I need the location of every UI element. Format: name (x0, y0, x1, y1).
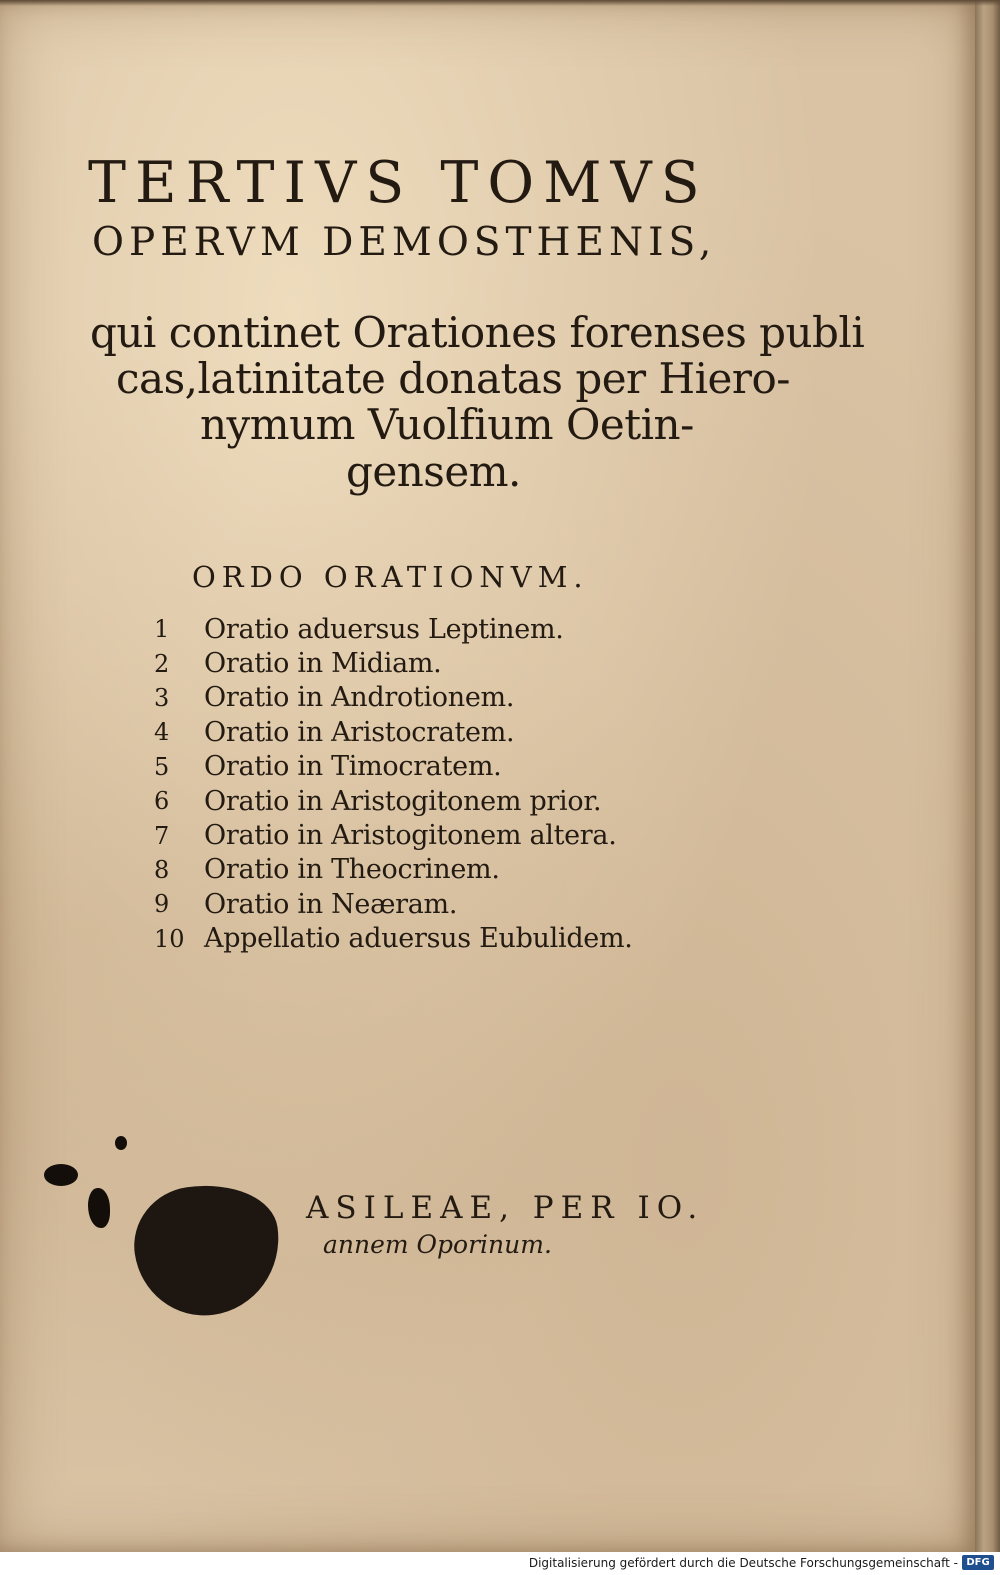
entry-number: 2 (154, 649, 170, 678)
entry-number: 10 (154, 924, 185, 953)
contents-entry (150, 922, 633, 956)
contents-entry (150, 612, 633, 646)
entry-number: 9 (154, 890, 170, 919)
entry-title: Oratio aduersus Leptinem. (204, 613, 564, 645)
entry-number: 6 (154, 787, 170, 816)
title-line-1: TERTIVS TOMVS (88, 150, 709, 216)
entry-title: Oratio in Aristogitonem altera. (204, 820, 617, 852)
entry-number: 5 (154, 752, 170, 781)
contents-heading: ORDO ORATIONVM. (192, 560, 589, 594)
entry-number: 4 (154, 718, 170, 747)
imprint-line-2: annem Oporinum. (323, 1230, 552, 1259)
entry-title: Oratio in Aristogitonem prior. (204, 785, 602, 817)
imprint-line-1: ASILEAE, PER IO. (306, 1190, 705, 1226)
contents-entry (150, 646, 633, 680)
contents-list (150, 612, 633, 956)
entry-number: 3 (154, 683, 170, 712)
entry-title: Appellatio aduersus Eubulidem. (204, 923, 633, 955)
ink-spot (115, 1136, 127, 1150)
page-edge (975, 0, 1000, 1552)
entry-number: 1 (154, 615, 170, 644)
contents-entry (150, 784, 633, 818)
contents-entry (150, 750, 633, 784)
digitization-credit: Digitalisierung gefördert durch die Deutsche Forschungsgemeinschaft - (528, 1556, 958, 1570)
contents-entry (150, 681, 633, 715)
entry-number: 8 (154, 855, 170, 884)
title-line-6: gensem. (346, 447, 521, 496)
entry-title: Oratio in Theocrinem. (204, 854, 500, 886)
page-top-shadow (0, 0, 1000, 6)
entry-title: Oratio in Midiam. (204, 648, 442, 680)
title-line-4: cas,latinitate donatas per Hiero- (116, 354, 790, 403)
contents-entry (150, 853, 633, 887)
contents-entry (150, 715, 633, 749)
contents-entry (150, 887, 633, 921)
title-line-2: OPERVM DEMOSTHENIS, (92, 220, 717, 265)
title-line-3: qui continet Orationes forenses publi (90, 308, 865, 357)
entry-title: Oratio in Neæram. (204, 888, 458, 920)
entry-number: 7 (154, 821, 170, 850)
entry-title: Oratio in Timocratem. (204, 751, 502, 783)
entry-title: Oratio in Androtionem. (204, 682, 515, 714)
title-line-5: nymum Vuolfium Oetin- (200, 400, 694, 449)
entry-title: Oratio in Aristocratem. (204, 716, 515, 748)
ink-spot (44, 1164, 78, 1186)
contents-entry (150, 818, 633, 852)
ink-spot (88, 1188, 110, 1228)
dfg-logo: DFG (962, 1555, 994, 1570)
